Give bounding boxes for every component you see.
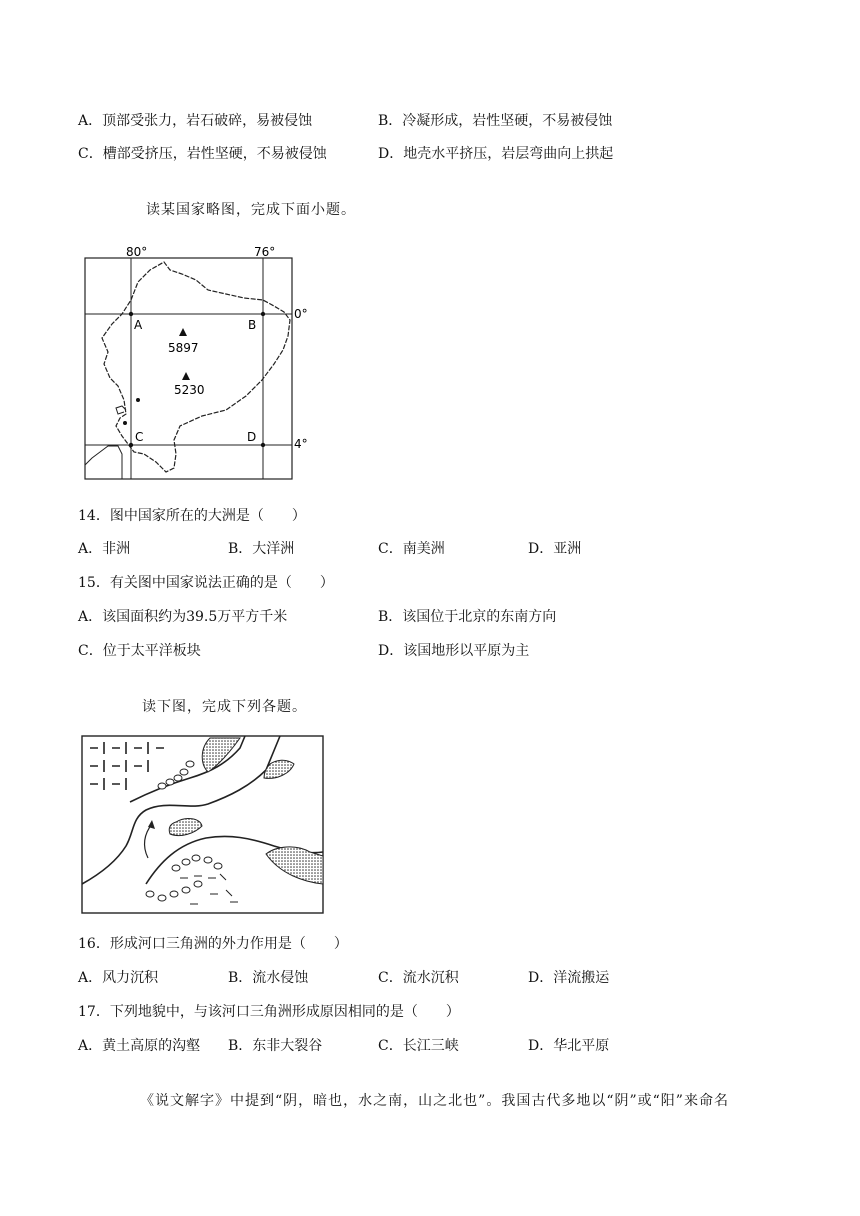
peak-icon (179, 328, 187, 336)
label-lat-4: 4° (294, 437, 308, 451)
point-d-dot (261, 443, 265, 447)
passage-text: 《说文解字》中提到“阴，暗也，水之南，山之北也”。我国古代多地以“阴”或“阳”来命名 (140, 1093, 729, 1109)
q17-option-c[interactable]: C．长江三峡 (378, 1038, 459, 1054)
q15-stem: 15．有关图中国家说法正确的是（ ） (78, 575, 334, 591)
delta-intro: 读下图，完成下列各题。 (142, 699, 307, 715)
coast-dot (136, 398, 140, 402)
q13-option-c[interactable]: C．槽部受挤压，岩性坚硬，不易被侵蚀 (78, 146, 327, 162)
label-lat-0: 0° (294, 307, 308, 321)
q15-option-c[interactable]: C．位于太平洋板块 (78, 643, 201, 659)
delta-diagram (80, 734, 326, 916)
label-point-c: C (135, 430, 144, 444)
q15-option-d[interactable]: D．该国地形以平原为主 (378, 643, 530, 659)
q16-option-c[interactable]: C．流水沉积 (378, 970, 459, 986)
q17-option-b[interactable]: B．东非大裂谷 (228, 1038, 323, 1054)
label-peak-5230: 5230 (174, 383, 205, 397)
point-c-dot (129, 443, 133, 447)
label-lon-76: 76° (254, 245, 276, 259)
q14-option-a[interactable]: A．非洲 (78, 541, 131, 557)
q17-stem: 17．下列地貌中，与该河口三角洲形成原因相同的是（ ） (78, 1004, 460, 1020)
label-point-d: D (247, 430, 257, 444)
q15-option-b[interactable]: B．该国位于北京的东南方向 (378, 609, 557, 625)
q16-stem: 16．形成河口三角洲的外力作用是（ ） (78, 936, 348, 952)
point-a-dot (129, 312, 133, 316)
label-point-b: B (248, 318, 257, 332)
q14-option-c[interactable]: C．南美洲 (378, 541, 445, 557)
gulf-inlet (116, 406, 126, 414)
q13-option-a[interactable]: A．顶部受张力，岩石破碎，易被侵蚀 (78, 113, 313, 129)
q17-option-d[interactable]: D．华北平原 (528, 1038, 610, 1054)
q15-option-a[interactable]: A．该国面积约为39.5万平方千米 (78, 609, 288, 625)
q13-option-b[interactable]: B．冷凝形成，岩性坚硬，不易被侵蚀 (378, 113, 613, 129)
label-lon-80: 80° (126, 245, 148, 259)
country-map (78, 240, 328, 485)
q17-option-a[interactable]: A．黄土高原的沟壑 (78, 1038, 201, 1054)
q13-option-d[interactable]: D．地壳水平挤压，岩层弯曲向上拱起 (378, 146, 614, 162)
q16-option-b[interactable]: B．流水侵蚀 (228, 970, 309, 986)
neighbour-coast (85, 446, 122, 479)
country-outline (102, 262, 290, 472)
point-b-dot (261, 312, 265, 316)
q14-option-b[interactable]: B．大洋洲 (228, 541, 295, 557)
q16-option-d[interactable]: D．洋流搬运 (528, 970, 610, 986)
peak-icon (182, 372, 190, 380)
map-intro: 读某国家略图，完成下面小题。 (146, 202, 356, 218)
label-point-a: A (134, 318, 143, 332)
label-peak-5897: 5897 (168, 341, 199, 355)
q16-option-a[interactable]: A．风力沉积 (78, 970, 159, 986)
q14-option-d[interactable]: D．亚洲 (528, 541, 582, 557)
q14-stem: 14．图中国家所在的大洲是（ ） (78, 508, 306, 524)
coast-dot-2 (123, 421, 127, 425)
